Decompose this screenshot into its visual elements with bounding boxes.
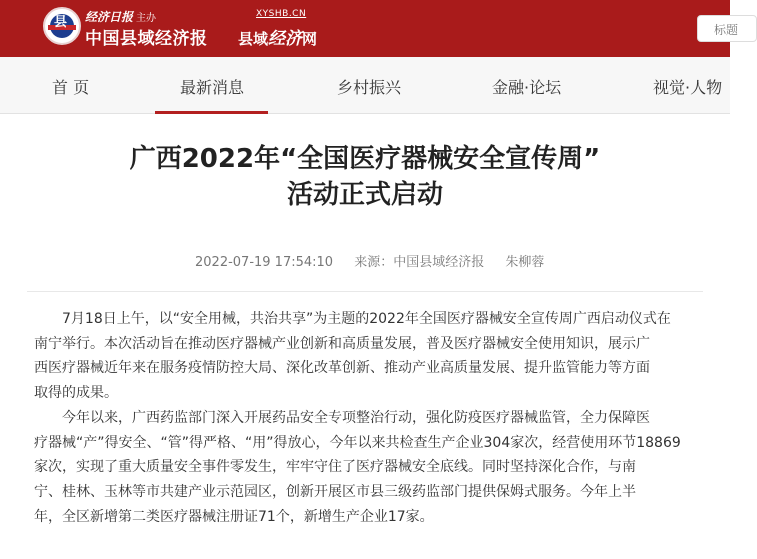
brand-website-main: 经济 <box>268 29 303 49</box>
sponsor-host: 主办 <box>136 13 157 24</box>
article-title <box>0 141 730 213</box>
paragraph-line: 年，全区新增第二类医疗器械注册证71个，新增生产企业17家。 <box>34 508 434 525</box>
search-input[interactable] <box>697 15 757 42</box>
article-paragraph <box>34 406 706 530</box>
sponsor-paper: 经济日报 <box>85 10 134 24</box>
paragraph-line: 西医疗器械近年来在服务疫情防控大局、深化改革创新、推动产业高质量发展、提升监管能力等方面 <box>34 360 650 377</box>
brand-website-suffix: 网 <box>302 30 318 48</box>
logo-mark: 县 <box>54 15 68 30</box>
paragraph-line: 取得的成果。 <box>34 385 118 402</box>
search-placeholder: 标题 <box>714 23 739 37</box>
main-nav <box>0 57 730 114</box>
site-logo[interactable] <box>43 7 81 45</box>
article-title-line1: 广西2022年“全国医疗器械安全宣传周” <box>129 144 601 174</box>
paragraph-line: 7月18日上午，以“安全用械，共治共享”为主题的2022年全国医疗器械安全宣传周广西启动仪式在 <box>62 311 671 327</box>
paragraph-line: 宁、桂林、玉林等市共建产业示范园区，创新开展区市县三级药监部门提供保姆式服务。今年上半 <box>34 483 636 500</box>
nav-item-rural-revitalization[interactable]: 乡村振兴 <box>337 78 402 97</box>
nav-item-latest-news[interactable]: 最新消息 <box>180 78 245 97</box>
nav-item-home[interactable]: 首 页 <box>52 78 90 97</box>
brand-newspaper[interactable]: 中国县域经济报 <box>85 29 208 49</box>
paragraph-line: 今年以来，广西药监部门深入开展药品安全专项整治行动，强化防疫医疗器械监管，全力保障医 <box>62 409 650 426</box>
article-body <box>34 307 706 529</box>
sponsor-line <box>85 8 156 25</box>
nav-active-indicator <box>155 111 268 114</box>
article-author: 朱柳蓉 <box>505 255 545 270</box>
article-title-line2: 活动正式启动 <box>286 180 443 210</box>
article-date: 2022-07-19 17:54:10 <box>195 255 334 270</box>
article-source: 来源：中国县域经济报 <box>354 255 485 270</box>
nav-item-visual-people[interactable]: 视觉·人物 <box>653 78 723 97</box>
paragraph-line: 家次，实现了重大质量安全事件零发生，牢牢守住了医疗器械安全底线。同时坚持深化合作，与南 <box>34 459 636 476</box>
site-url[interactable]: XYSHB.CN <box>256 9 307 19</box>
brand-website-prefix: 县域 <box>238 30 269 48</box>
article-divider <box>27 291 703 292</box>
article-meta <box>195 251 561 270</box>
paragraph-line: 疗器械“产”得安全、“管”得严格、“用”得放心，今年以来共检查生产企业304家次，经营使用环节18869 <box>34 434 681 451</box>
nav-item-finance-forum[interactable]: 金融·论坛 <box>492 78 562 97</box>
article-paragraph <box>34 307 706 406</box>
paragraph-line: 南宁举行。本次活动旨在推动医疗器械产业创新和高质量发展，普及医疗器械安全使用知识，展示广 <box>34 335 650 352</box>
site-header <box>0 0 739 57</box>
brand-website[interactable] <box>238 24 317 49</box>
